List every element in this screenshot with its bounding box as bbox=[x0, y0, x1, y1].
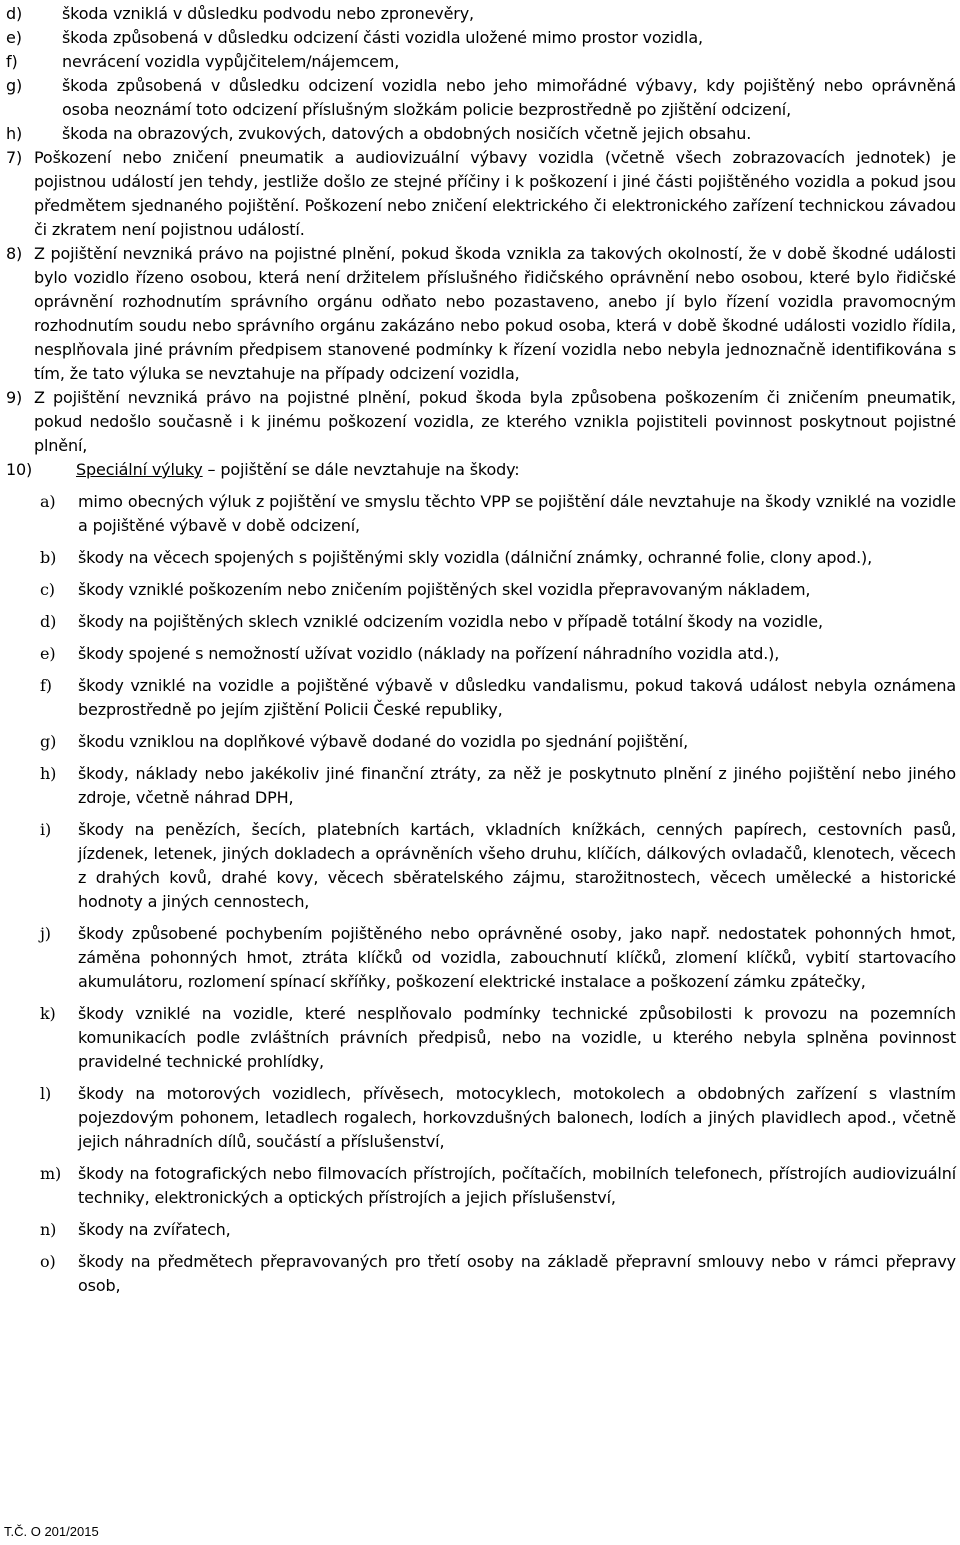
paragraph-number: 7) bbox=[6, 148, 23, 167]
sub-text: mimo obecných výluk z pojištění ve smyslu těchto VPP se pojištění dále nevztahuje na škody vzniklé na vozidle a pojištěné výbavě v době odcizení, bbox=[78, 492, 956, 535]
sub-item-c bbox=[6, 578, 956, 602]
sub-item-o bbox=[6, 1250, 956, 1298]
sub-text: škody na penězích, šecích, platebních kartách, vkladních knížkách, cenných papírech, cestovních pasů, jízdenek, letenek, jiných dokladech a oprávněních všeho druhu, klíčích, dálkových ovladačů, klenotech, věcech z drahých kovů, drahé kovy, věcech sběratelského zájmu, starožitnostech, věcech umělecké a historické hodnoty a jiných cennostech, bbox=[78, 820, 956, 911]
list-label: h) bbox=[6, 124, 23, 143]
sub-item-h bbox=[6, 762, 956, 810]
sub-item-l bbox=[6, 1082, 956, 1154]
list-item-d bbox=[6, 2, 956, 26]
list-label: e) bbox=[6, 28, 22, 47]
sub-label: l) bbox=[40, 1084, 52, 1103]
sub-text: škody vzniklé na vozidle a pojištěné výbavě v důsledku vandalismu, pokud taková událost nebyla oznámena bezprostředně po jejím zjištění Policii České republiky, bbox=[78, 676, 956, 719]
heading-rest: – pojištění se dále nevztahuje na škody: bbox=[202, 460, 520, 479]
list-label: g) bbox=[6, 76, 23, 95]
paragraph-7 bbox=[6, 146, 956, 242]
sub-item-m bbox=[6, 1162, 956, 1210]
sub-label: h) bbox=[40, 764, 57, 783]
list-text: škoda způsobená v důsledku odcizení vozidla nebo jeho mimořádné výbavy, kdy pojištěný nebo oprávněná osoba neoznámí toto odcizení příslušným složkám policie bezprostředně po zjištění odcizení, bbox=[62, 76, 956, 119]
sub-text: škody na věcech spojených s pojištěnými skly vozidla (dálniční známky, ochranné folie, clony apod.), bbox=[78, 548, 873, 567]
sub-label: a) bbox=[40, 492, 56, 511]
paragraph-text: Z pojištění nevzniká právo na pojistné plnění, pokud škoda vznikla za takových okolností, že v době škodné události bylo vozidlo řízeno osobou, která není držitelem příslušného řidičského oprávnění nebo osobou, které bylo řidičské oprávnění rozhodnutím správního orgánu odňato nebo pozastaveno, anebo jí bylo řízení vozidla pravomocným rozhodnutím soudu nebo správního orgánu zakázáno nebo pokud osoba, která v době škodné události vozidlo řídila, nesplňovala jiné právním předpisem stanovené podmínky k řízení vozidla nebo nebyla jednoznačně identifikována s tím, že tato výluka se nevztahuje na případy odcizení vozidla, bbox=[34, 244, 956, 383]
sub-label: c) bbox=[40, 580, 55, 599]
list-text: škoda vzniklá v důsledku podvodu nebo zpronevěry, bbox=[62, 4, 474, 23]
heading-underlined: Speciální výluky bbox=[76, 460, 203, 479]
sub-text: škody na předmětech přepravovaných pro třetí osoby na základě přepravní smlouvy nebo v rámci přepravy osob, bbox=[78, 1252, 956, 1295]
sub-text: škody na zvířatech, bbox=[78, 1220, 231, 1239]
sub-text: škody na motorových vozidlech, přívěsech, motocyklech, motokolech a obdobných zařízení s vlastním pojezdovým pohonem, letadlech rogalech, horkovzdušných balonech, lodích a jiných plavidlech apod., včetně jejich náhradních dílů, součástí a příslušenství, bbox=[78, 1084, 956, 1151]
list-item-g bbox=[6, 74, 956, 122]
sub-text: škody vzniklé na vozidle, které nesplňovalo podmínky technické způsobilosti k provozu na pozemních komunikacích podle zvláštních právních předpisů, nebo na vozidle, u kterého nebyla splněna povinnost pravidelné technické prohlídky, bbox=[78, 1004, 956, 1071]
sub-item-d bbox=[6, 610, 956, 634]
sub-text: škody, náklady nebo jakékoliv jiné finanční ztráty, za něž je poskytnuto plnění z jiného pojištění nebo jiného zdroje, včetně náhrad DPH, bbox=[78, 764, 956, 807]
sub-text: škody na fotografických nebo filmovacích přístrojích, počítačích, mobilních telefonech, přístrojích audiovizuální techniky, elektronických a optických přístrojích a jejich příslušenství, bbox=[78, 1164, 956, 1207]
sub-item-i bbox=[6, 818, 956, 914]
sub-item-n bbox=[6, 1218, 956, 1242]
paragraph-text: Poškození nebo zničení pneumatik a audiovizuální výbavy vozidla (včetně všech zobrazovacích jednotek) je pojistnou událostí jen tehdy, jestliže došlo ze stejné příčiny i k poškození i jiné části pojištěného vozidla a pokud jsou předmětem sjednaného pojištění. Poškození nebo zničení elektrického či elektronického zařízení technickou závadou či zkratem není pojistnou událostí. bbox=[34, 148, 956, 239]
sub-label: g) bbox=[40, 732, 57, 751]
document-body bbox=[6, 2, 956, 1298]
paragraph-text: Z pojištění nevzniká právo na pojistné plnění, pokud škoda byla způsobena poškozením či zničením pneumatik, pokud nedošlo současně i k jinému poškození vozidla, ze kterého vznikla pojistiteli povinnost poskytnout pojistné plnění, bbox=[34, 388, 956, 455]
sub-label: f) bbox=[40, 676, 52, 695]
document-footer-code: T.Č. O 201/2015 bbox=[4, 1524, 99, 1539]
list-text: nevrácení vozidla vypůjčitelem/nájemcem, bbox=[62, 52, 400, 71]
sub-label: o) bbox=[40, 1252, 56, 1271]
sub-item-a bbox=[6, 490, 956, 538]
sub-item-f bbox=[6, 674, 956, 722]
sub-label: j) bbox=[40, 924, 51, 943]
list-text: škoda na obrazových, zvukových, datových a obdobných nosičích včetně jejich obsahu. bbox=[62, 124, 752, 143]
list-item-f bbox=[6, 50, 956, 74]
sub-label: k) bbox=[40, 1004, 56, 1023]
sub-item-k bbox=[6, 1002, 956, 1074]
sub-label: e) bbox=[40, 644, 56, 663]
paragraph-10-heading bbox=[6, 458, 956, 482]
paragraph-8 bbox=[6, 242, 956, 386]
sub-text: škody spojené s nemožností užívat vozidlo (náklady na pořízení náhradního vozidla atd.), bbox=[78, 644, 780, 663]
list-item-e bbox=[6, 26, 956, 50]
paragraph-number: 10) bbox=[6, 460, 33, 479]
list-text: škoda způsobená v důsledku odcizení části vozidla uložené mimo prostor vozidla, bbox=[62, 28, 703, 47]
sub-label: i) bbox=[40, 820, 52, 839]
paragraph-9 bbox=[6, 386, 956, 458]
sub-text: škody vzniklé poškozením nebo zničením pojištěných skel vozidla přepravovaným nákladem, bbox=[78, 580, 811, 599]
sub-item-b bbox=[6, 546, 956, 570]
list-label: f) bbox=[6, 52, 18, 71]
sub-text: škody na pojištěných sklech vzniklé odcizením vozidla nebo v případě totální škody na vozidle, bbox=[78, 612, 823, 631]
sub-item-g bbox=[6, 730, 956, 754]
sub-label: d) bbox=[40, 612, 57, 631]
sub-text: škodu vzniklou na doplňkové výbavě dodané do vozidla po sjednání pojištění, bbox=[78, 732, 689, 751]
list-item-h bbox=[6, 122, 956, 146]
sub-label: m) bbox=[40, 1164, 62, 1183]
list-label: d) bbox=[6, 4, 23, 23]
sub-text: škody způsobené pochybením pojištěného nebo oprávněné osoby, jako např. nedostatek pohonných hmot, záměna pohonných hmot, ztráta klíčků od vozidla, zabouchnutí klíčků, zlomení klíčků, vybití startovacího akumulátoru, rozlomení spínací skříňky, poškození elektrické instalace a poškození zámku zpátečky, bbox=[78, 924, 956, 991]
paragraph-number: 8) bbox=[6, 244, 23, 263]
sub-item-j bbox=[6, 922, 956, 994]
paragraph-number: 9) bbox=[6, 388, 23, 407]
sub-label: b) bbox=[40, 548, 57, 567]
sub-label: n) bbox=[40, 1220, 57, 1239]
sub-item-e bbox=[6, 642, 956, 666]
